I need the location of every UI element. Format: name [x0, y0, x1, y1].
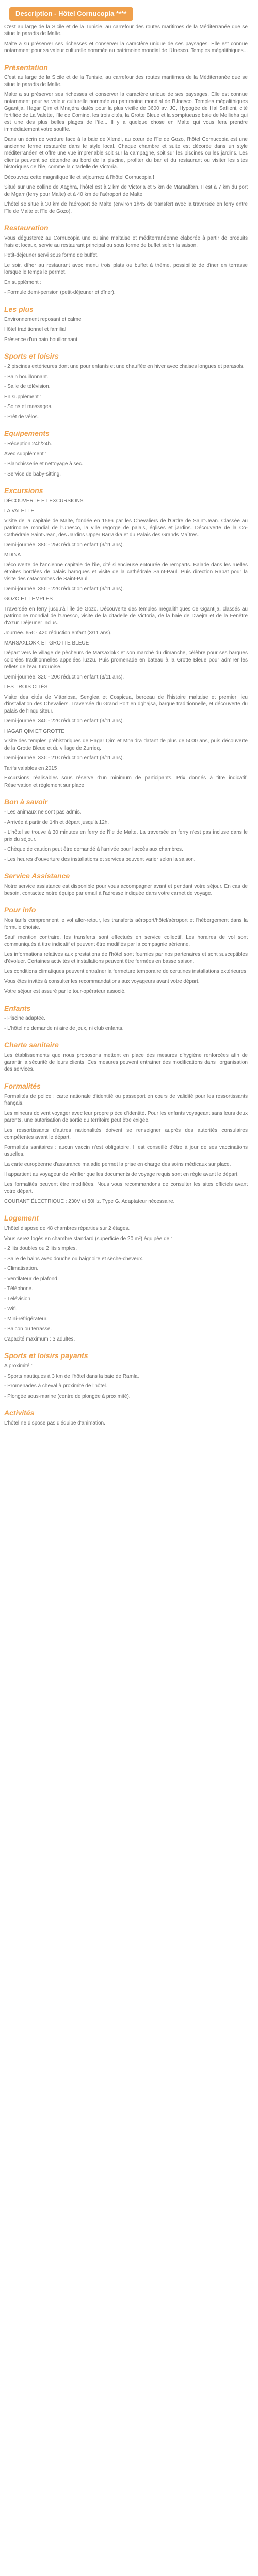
section-paragraph: - L'hôtel ne demande ni aire de jeux, ni club enfants.: [4, 1025, 124, 1031]
section-paragraph: L'hôtel se situe à 30 km de l'aéroport de Malte (environ 1h45 de transfert avec la traversée en ferry entre l'île de Malte et l'île de Gozo).: [4, 201, 248, 214]
section-heading: Sports et loisirs payants: [4, 1351, 88, 1360]
section-heading: Bon à savoir: [4, 798, 48, 806]
section-paragraph: Les mineurs doivent voyager avec leur propre pièce d'identité. Pour les enfants voyageant sans leurs deux parents, une autorisation de sortie du territoire peut être exigée.: [4, 1110, 248, 1124]
section-heading: Equipements: [4, 429, 50, 438]
section-paragraph: Vous êtes invités à consulter les recommandations aux voyageurs avant votre départ.: [4, 978, 200, 985]
section-paragraph: - Plongée sous-marine (centre de plongée à proximité).: [4, 1393, 131, 1399]
section-paragraph: Présence d'un bain bouillonnant: [4, 336, 78, 343]
section-paragraph: Journée. 65€ - 42€ réduction enfant (3/11 ans).: [4, 630, 112, 636]
section-paragraph: MDINA: [4, 552, 21, 558]
section-paragraph: Les établissements que nous proposons mettent en place des mesures d'hygiène renforcées afin de garantir la sécurité de leurs clients. Ces mesures peuvent entraîner des modifications dans l'organisation des services.: [4, 1053, 248, 1073]
section-paragraph: Petit-déjeuner servi sous forme de buffet.: [4, 252, 99, 259]
section: [4, 304, 248, 343]
section: [4, 1213, 248, 1343]
section-paragraph: Vous dégusterez au Cornucopia une cuisine maltaise et méditerranéenne élaborée à partir de produits frais et locaux, servie au restaurant principal ou sous forme de buffet selon la saison.: [4, 235, 248, 248]
section-paragraph: - Formule demi-pension (petit-déjeuner et dîner).: [4, 290, 116, 296]
section-paragraph: Votre séjour est assuré par le tour-opérateur associé.: [4, 989, 126, 995]
section-paragraph: Dans un écrin de verdure face à la baie de Xlendi, au cœur de l'île de Gozo, l'hôtel Cornucopia est une ancienne ferme restaurée dans le style local. Chaque chambre et suite est décorée dans un style méditerranéen et offre une vue imprenable soit sur la campagne, soit sur les piscines ou les jardins. Les clients peuvent se détendre au bord de la piscine, profiter du bar et du restaurant ou visiter les sites historiques de l'île, comme la citadelle de Victoria.: [4, 137, 248, 171]
section-paragraph: Les conditions climatiques peuvent entraîner la fermeture temporaire de certaines installations extérieures.: [4, 969, 248, 975]
section-paragraph: - 2 lits doubles ou 2 lits simples.: [4, 1246, 77, 1252]
section-paragraph: - Sports nautiques à 3 km de l'hôtel dans la baie de Ramla.: [4, 1373, 139, 1379]
section-paragraph: MARSAXLOKK ET GROTTE BLEUE: [4, 640, 89, 646]
section-paragraph: L'hôtel dispose de 48 chambres réparties sur 2 étages.: [4, 1226, 130, 1232]
section-paragraph: Environnement reposant et calme: [4, 316, 82, 323]
section-paragraph: - L'hôtel se trouve à 30 minutes en ferry de l'île de Malte. La traversée en ferry n'est pas incluse dans le prix du séjour.: [4, 829, 248, 842]
section-paragraph: - Télévision.: [4, 1296, 32, 1302]
section-heading: Activités: [4, 1409, 35, 1417]
section-paragraph: - Téléphone.: [4, 1286, 33, 1292]
section-paragraph: - 2 piscines extérieures dont une pour enfants et une chauffée en hiver avec chaises longues et parasols.: [4, 364, 245, 370]
section-paragraph: - Arrivée à partir de 14h et départ jusqu'à 12h.: [4, 819, 109, 825]
section: [4, 24, 248, 55]
section-heading: Les plus: [4, 304, 34, 313]
section: [4, 1081, 248, 1205]
section-paragraph: Excursions réalisables sous réserve d'un minimum de participants. Prix donnés à titre indicatif. Réservation et règlement sur place.: [4, 775, 248, 788]
section: [4, 871, 248, 897]
section-paragraph: - Blanchisserie et nettoyage à sec.: [4, 461, 83, 467]
section-paragraph: - Chèque de caution peut être demandé à l'arrivée pour l'accès aux chambres.: [4, 846, 183, 853]
section: [4, 63, 248, 215]
section-paragraph: Visite des temples préhistoriques de Hagar Qim et Mnajdra datant de plus de 5000 ans, puis découverte de la Grotte Bleue et du village de Zurrieq.: [4, 738, 248, 751]
section-paragraph: - Climatisation.: [4, 1266, 39, 1272]
section-paragraph: Découvrez cette magnifique île et séjournez à l'hôtel Cornucopia !: [4, 174, 154, 180]
section: [4, 223, 248, 296]
section-paragraph: La carte européenne d'assurance maladie permet la prise en charge des soins médicaux sur place.: [4, 1161, 231, 1167]
section-paragraph: - Soins et massages.: [4, 404, 53, 410]
section-heading: Enfants: [4, 1004, 31, 1012]
section-heading: Formalités: [4, 1081, 41, 1090]
section-paragraph: - Wifi.: [4, 1306, 18, 1312]
section-paragraph: Capacité maximum : 3 adultes.: [4, 1336, 75, 1342]
section-paragraph: En supplément :: [4, 394, 42, 400]
section-paragraph: - Promenades à cheval à proximité de l'hôtel.: [4, 1383, 107, 1389]
section-paragraph: Demi-journée. 35€ - 22€ réduction enfant (3/11 ans).: [4, 586, 124, 592]
section-paragraph: Formalités sanitaires : aucun vaccin n'est obligatoire. Il est conseillé d'être à jour de ses vaccinations usuelles.: [4, 1144, 248, 1158]
section: [4, 1408, 248, 1427]
section-paragraph: Les informations relatives aux prestations de l'hôtel sont fournies par nos partenaires et sont susceptibles d'évoluer. Certaines activités et installations peuvent être fermées en basse saison.: [4, 952, 248, 964]
page-title: Description - Hôtel Cornucopia ****: [9, 7, 133, 21]
section-paragraph: Sauf mention contraire, les transferts sont effectués en service collectif. Les horaires de vol sont communiqués à titre indicatif et peuvent être modifiés par la compagnie aérienne.: [4, 935, 248, 947]
section: [4, 1040, 248, 1073]
section-paragraph: - Balcon ou terrasse.: [4, 1326, 52, 1332]
section-paragraph: A proximité :: [4, 1363, 33, 1369]
section-paragraph: Découverte de l'ancienne capitale de l'île, cité silencieuse entourée de remparts. Balade dans les ruelles étroites bordées de palais baroques et visite de la cathédrale Saint-Paul. Puis direction Rabat pour la visite des catacombes de Saint-Paul.: [4, 562, 248, 582]
section-paragraph: - Ventilateur de plafond.: [4, 1276, 59, 1282]
section-paragraph: En supplément :: [4, 279, 42, 285]
section-paragraph: - Réception 24h/24h.: [4, 441, 52, 447]
section-paragraph: Le soir, dîner au restaurant avec menu trois plats ou buffet à thème, possibilité de dîner en terrasse lorsque le temps le permet.: [4, 262, 248, 276]
section-heading: Restauration: [4, 224, 49, 232]
section-paragraph: GOZO ET TEMPLES: [4, 596, 53, 602]
section-heading: Sports et loisirs: [4, 352, 59, 361]
description-content: [0, 21, 258, 1443]
section: [4, 905, 248, 995]
section-paragraph: - Prêt de vélos.: [4, 414, 39, 420]
section-paragraph: LES TROIS CITÉS: [4, 684, 48, 690]
section-paragraph: Notre service assistance est disponible pour vous accompagner avant et pendant votre séjour. En cas de besoin, contactez notre équipe par email à l'adresse indiquée dans votre carnet de voyage.: [4, 884, 248, 896]
section-paragraph: Départ vers le village de pêcheurs de Marsaxlokk et son marché du dimanche, célèbre pour ses barques colorées traditionnelles appelées luzzu. Puis promenade en bateau à la Grotte Bleue pour admirer les reflets de l'eau turquoise.: [4, 650, 248, 670]
section-paragraph: C'est au large de la Sicile et de la Tunisie, au carrefour des routes maritimes de la Méditerranée que se situe le paradis de Malte.: [4, 24, 248, 37]
section-heading: Présentation: [4, 63, 48, 72]
section-heading: Logement: [4, 1214, 39, 1223]
section-paragraph: - Les animaux ne sont pas admis.: [4, 809, 82, 816]
section-paragraph: L'hôtel ne dispose pas d'équipe d'animation.: [4, 1420, 105, 1426]
section-paragraph: - Les heures d'ouverture des installations et services peuvent varier selon la saison.: [4, 856, 196, 862]
section-heading: Service Assistance: [4, 872, 70, 880]
section-paragraph: Demi-journée. 34€ - 22€ réduction enfant (3/11 ans).: [4, 718, 124, 724]
section-heading: Pour info: [4, 906, 36, 914]
section-paragraph: HAGAR QIM ET GROTTE: [4, 728, 65, 734]
section: [4, 351, 248, 420]
section-paragraph: - Salle de télévision.: [4, 384, 51, 390]
section-heading: Charte sanitaire: [4, 1041, 59, 1049]
section-paragraph: Hôtel traditionnel et familial: [4, 327, 67, 333]
section-heading: Excursions: [4, 486, 43, 495]
section-paragraph: Demi-journée. 32€ - 20€ réduction enfant (3/11 ans).: [4, 674, 124, 680]
section-paragraph: Demi-journée. 33€ - 21€ réduction enfant (3/11 ans).: [4, 755, 124, 761]
section-paragraph: - Salle de bains avec douche ou baignoire et sèche-cheveux.: [4, 1256, 144, 1262]
section-paragraph: Avec supplément :: [4, 451, 47, 457]
section-paragraph: Tarifs valables en 2015: [4, 765, 57, 771]
section-paragraph: Demi-journée. 38€ - 25€ réduction enfant (3/11 ans).: [4, 542, 124, 548]
section-paragraph: Visite de la capitale de Malte, fondée en 1566 par les Chevaliers de l'Ordre de Saint-Jean. Classée au patrimoine mondial de l'Unesco, la ville regorge de palais, églises et jardins. Découverte de la Co-Cathédrale Saint-Jean, des Jardins Upper Barrakka et du Palais des Grands Maîtres.: [4, 518, 248, 538]
section-paragraph: Traversée en ferry jusqu'à l'île de Gozo. Découverte des temples mégalithiques de Ggantija, classés au patrimoine mondial de l'Unesco, visite de la citadelle de Victoria, de la baie de Dwejra et de la Fenêtre d'Azur. Déjeuner inclus.: [4, 606, 248, 626]
section: [4, 429, 248, 478]
section-paragraph: Situé sur une colline de Xaghra, l'hôtel est à 2 km de Victoria et 5 km de Marsalforn. Il est à 7 km du port de Mgarr (ferry pour Malte) et à 40 km de l'aéroport de Malte.: [4, 184, 248, 197]
section-paragraph: DÉCOUVERTE ET EXCURSIONS: [4, 498, 84, 504]
section-paragraph: LA VALETTE: [4, 508, 35, 514]
section-paragraph: Nos tarifs comprennent le vol aller-retour, les transferts aéroport/hôtel/aéroport et l'hébergement dans la formule choisie.: [4, 918, 248, 930]
section-paragraph: Les formalités peuvent être modifiées. Nous vous recommandons de consulter les sites officiels avant votre départ.: [4, 1181, 248, 1195]
section-paragraph: Formalités de police : carte nationale d'identité ou passeport en cours de validité pour les ressortissants français.: [4, 1093, 248, 1107]
section-paragraph: - Service de baby-sitting.: [4, 471, 61, 477]
section-paragraph: - Mini-réfrigérateur.: [4, 1316, 48, 1322]
section-paragraph: Les ressortissants d'autres nationalités doivent se renseigner auprès des autorités consulaires compétentes avant le départ.: [4, 1127, 248, 1141]
section-paragraph: C'est au large de la Sicile et de la Tunisie, au carrefour des routes maritimes de la Méditerranée que se situe le paradis de Malte.: [4, 75, 248, 88]
section-paragraph: - Bain bouillonnant.: [4, 374, 49, 380]
section-paragraph: Il appartient au voyageur de vérifier que les documents de voyage requis sont en règle avant le départ.: [4, 1172, 239, 1178]
section-paragraph: Visite des cités de Vittoriosa, Senglea et Cospicua, berceau de l'histoire maltaise et premier lieu d'installation des Chevaliers. Traversée du Grand Port en dghajsa, barque traditionnelle, et découverte du palais de l'Inquisiteur.: [4, 694, 248, 714]
section: [4, 797, 248, 863]
section-paragraph: Malte a su préserver ses richesses et conserver la caractère unique de ses paysages. Elle est connue notamment pour sa valeur culturelle nommée au patrimoine mondial de l'Unesco. Temples mégalithiques Ggantija, Hagar Qim et Mnajdra datés pour la plus vieille de 3600 av. JC, Hypogée de Hal Saflieni, cité fortifiée de La Valette, l'île de Comino, les trois cités, la Grotte Bleue et la somptueuse baie de Mellieha qui est une des plus belles plages de l'île... Il y a quelque chose en Malte qui vous fera prendre immédiatement votre souffle.: [4, 92, 248, 132]
section-paragraph: Malte a su préserver ses richesses et conserver la caractère unique de ses paysages. Elle est connue notamment pour sa valeur culturelle nommée au patrimoine mondial de l'Unesco. Temples mégalithiques...: [4, 41, 248, 54]
section: [4, 1351, 248, 1400]
section: [4, 1004, 248, 1032]
section-paragraph: Vous serez logés en chambre standard (superficie de 20 m²) équipée de :: [4, 1235, 172, 1242]
section: [4, 486, 248, 789]
section-paragraph: COURANT ÉLECTRIQUE : 230V et 50Hz. Type G. Adaptateur nécessaire.: [4, 1198, 175, 1205]
section-paragraph: - Piscine adaptée.: [4, 1015, 46, 1022]
